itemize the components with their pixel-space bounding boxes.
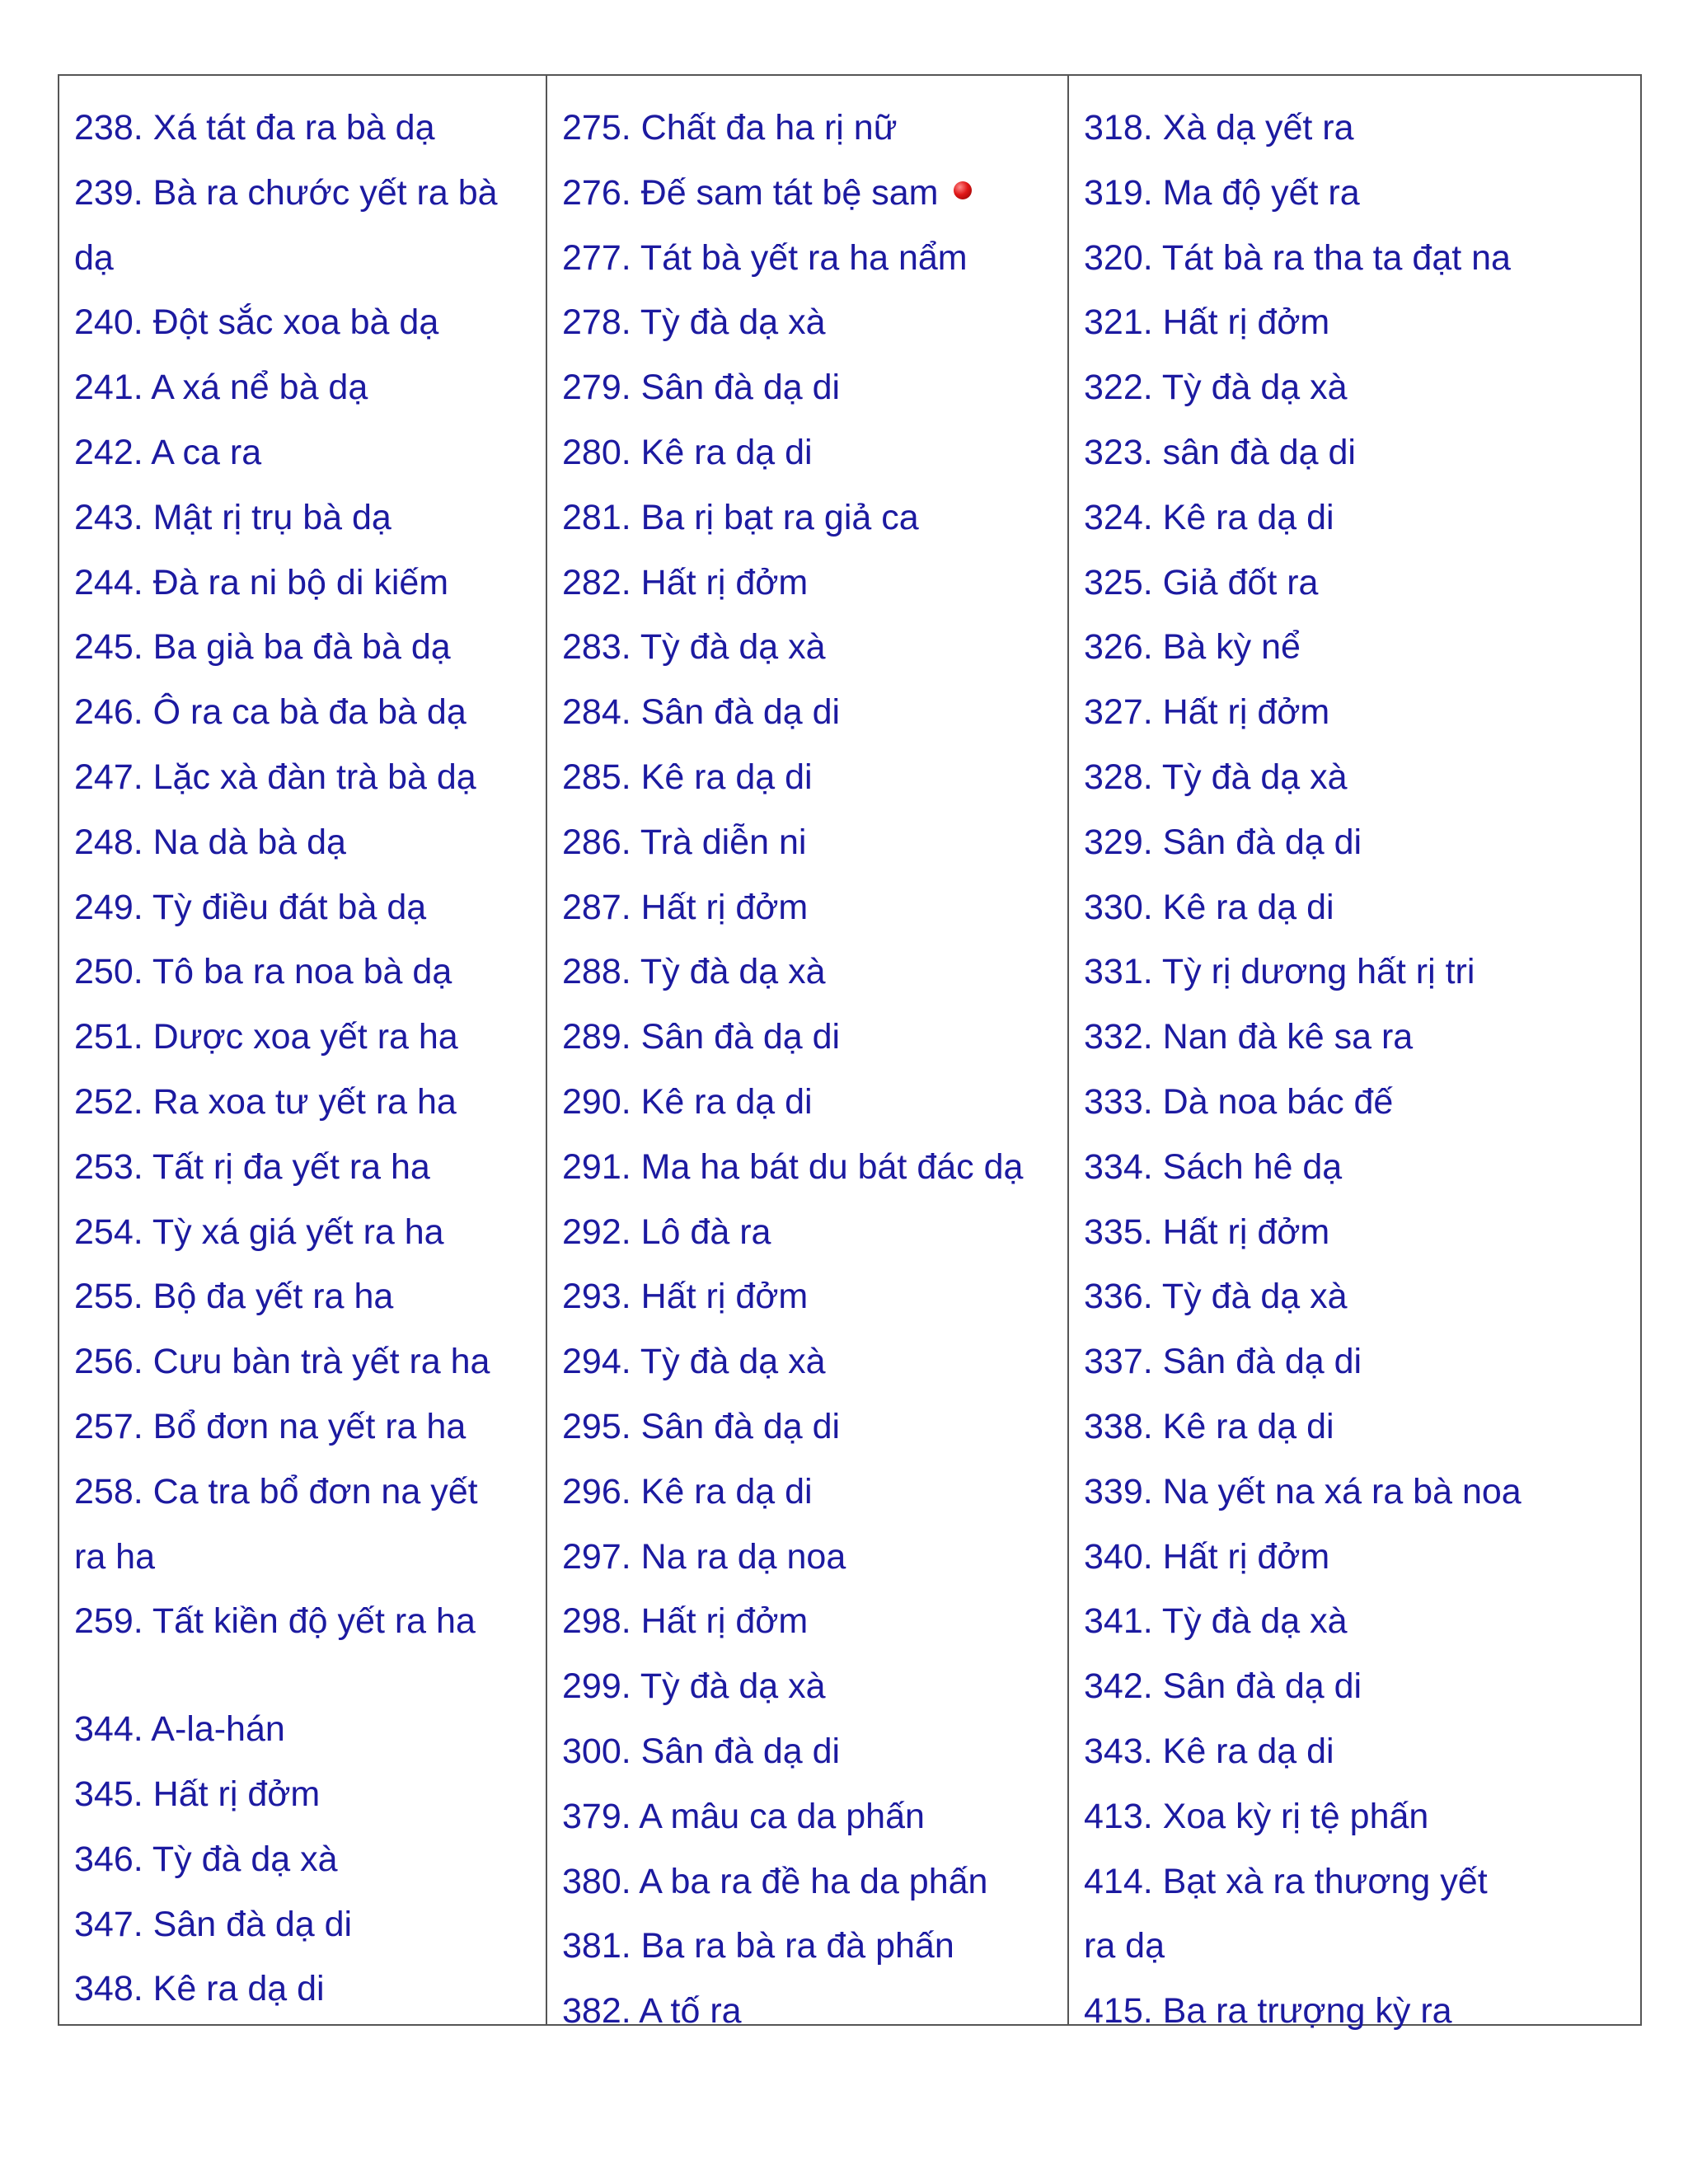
verse-line (1084, 1979, 1635, 2044)
verse-line-text: 259. Tất kiền độ yết ra ha (74, 1601, 476, 1642)
verse-line-text: 342. Sân đà dạ di (1084, 1666, 1362, 1707)
verse-line (562, 1200, 1061, 1265)
verse-line (1084, 1719, 1635, 1784)
verse-line-text: 289. Sân đà dạ di (562, 1017, 841, 1057)
verse-line (1084, 1264, 1635, 1329)
verse-line-text: 297. Na ra dạ noa (562, 1536, 846, 1577)
verse-line (562, 1005, 1061, 1070)
verse-line (74, 810, 539, 875)
verse-line-text: 278. Tỳ đà dạ xà (562, 302, 826, 343)
verse-line (562, 1329, 1061, 1394)
verse-line-text: 346. Tỳ đà dạ xà (74, 1839, 338, 1879)
verse-line-text: 381. Ba ra bà ra đà phấn (562, 1926, 954, 1966)
verse-line-text: 300. Sân đà dạ di (562, 1731, 841, 1771)
verse-line (562, 1460, 1061, 1525)
verse-line-text: 415. Ba ra trượng kỳ ra (1084, 1991, 1452, 2032)
verse-line (74, 1135, 539, 1200)
verse-line-text: 344. A-la-hán (74, 1709, 285, 1750)
verse-line-text: 280. Kê ra dạ di (562, 432, 813, 472)
verse-line-text: 295. Sân đà dạ di (562, 1406, 841, 1446)
verse-line (1084, 940, 1635, 1005)
verse-line-text: 327. Hất rị đởm (1084, 692, 1330, 733)
verse-line-text: 323. sân đà dạ di (1084, 432, 1356, 472)
verse-line (74, 226, 539, 291)
column-1-bottom-lines (59, 1697, 546, 2022)
verse-line (74, 615, 539, 680)
verse-line (1084, 290, 1635, 355)
verse-line (1084, 485, 1635, 551)
verse-line-text: 343. Kê ra dạ di (1084, 1731, 1334, 1771)
verse-line-text: 277. Tát bà yết ra ha nẩm (562, 237, 968, 278)
verse-line (74, 96, 539, 161)
verse-line (1084, 1135, 1635, 1200)
verse-line-text: 292. Lô đà ra (562, 1212, 771, 1252)
verse-line (74, 485, 539, 551)
verse-line (74, 1264, 539, 1329)
verse-line (1084, 810, 1635, 875)
verse-line (1084, 1200, 1635, 1265)
verse-line (74, 1460, 539, 1525)
verse-line-text: 241. A xá nể bà dạ (74, 368, 368, 408)
verse-line-text: 290. Kê ra dạ di (562, 1081, 813, 1122)
verse-line-text: 328. Tỳ đà dạ xà (1084, 757, 1348, 797)
verse-line (1084, 745, 1635, 810)
verse-line-text: 348. Kê ra dạ di (74, 1969, 325, 2009)
verse-line (562, 1264, 1061, 1329)
verse-line (1084, 226, 1635, 291)
verse-line-text: 339. Na yết na xá ra bà noa (1084, 1471, 1522, 1511)
column-3 (1069, 76, 1642, 2032)
verse-line-text: 382. A tố ra (562, 1991, 742, 2032)
verse-line (74, 745, 539, 810)
verse-line (562, 1849, 1061, 1915)
verse-line (74, 355, 539, 420)
column-1-gap (59, 1654, 546, 1697)
verse-line (74, 1525, 539, 1590)
verse-line (74, 1827, 546, 1892)
verse-line-text: 251. Dược xoa yết ra ha (74, 1017, 458, 1057)
verse-line (74, 1762, 546, 1827)
column-1-top-lines (59, 76, 546, 1654)
verse-line (74, 1957, 546, 2022)
verse-line (1084, 1784, 1635, 1849)
column-1 (59, 76, 547, 2024)
verse-line (562, 1914, 1061, 1979)
verse-line-text: 326. Bà kỳ nể (1084, 627, 1301, 668)
verse-line-text: 337. Sân đà dạ di (1084, 1342, 1362, 1382)
verse-line (1084, 1005, 1635, 1070)
verse-line-text: 242. A ca ra (74, 432, 262, 472)
column-2-lines (547, 76, 1067, 2044)
verse-line-text: 244. Đà ra ni bộ di kiếm (74, 562, 449, 602)
verse-line (562, 161, 1061, 226)
verse-line (74, 161, 539, 226)
verse-line-text: 413. Xoa kỳ rị tệ phấn (1084, 1796, 1429, 1836)
verse-line-text: 284. Sân đà dạ di (562, 692, 841, 733)
mantra-table (58, 74, 1642, 2032)
verse-line (74, 1329, 539, 1394)
verse-line-text: 322. Tỳ đà dạ xà (1084, 368, 1348, 408)
verse-line (562, 940, 1061, 1005)
verse-line (74, 875, 539, 940)
verse-line-text: 334. Sách hê dạ (1084, 1146, 1343, 1187)
verse-line (562, 1784, 1061, 1849)
verse-line-text: 379. A mâu ca da phấn (562, 1796, 925, 1836)
verse-line (1084, 551, 1635, 616)
verse-line (74, 1589, 539, 1654)
verse-line-text: 329. Sân đà dạ di (1084, 822, 1362, 862)
verse-line-text: 276. Đế sam tát bệ sam (562, 172, 939, 213)
verse-line (74, 1070, 539, 1135)
verse-line-text: 332. Nan đà kê sa ra (1084, 1017, 1414, 1057)
verse-line (1084, 1394, 1635, 1460)
verse-line (1084, 1329, 1635, 1394)
verse-line-text: 238. Xá tát đa ra bà dạ (74, 108, 435, 148)
verse-line-text: 282. Hất rị đởm (562, 562, 809, 602)
verse-line (74, 940, 539, 1005)
verse-line-text: 330. Kê ra dạ di (1084, 887, 1334, 927)
verse-line (562, 615, 1061, 680)
verse-line-text: 294. Tỳ đà dạ xà (562, 1342, 826, 1382)
verse-line-text: 254. Tỳ xá giá yết ra ha (74, 1212, 444, 1252)
verse-line-text: 275. Chất đa ha rị nữ (562, 108, 898, 148)
verse-line-text: 319. Ma độ yết ra (1084, 172, 1360, 213)
verse-line-text: 298. Hất rị đởm (562, 1601, 809, 1642)
verse-line-text: 253. Tất rị đa yết ra ha (74, 1146, 430, 1187)
verse-line (1084, 355, 1635, 420)
verse-line (74, 1697, 546, 1762)
verse-line (74, 680, 539, 745)
verse-line (1084, 680, 1635, 745)
verse-line-text: 333. Dà noa bác đế (1084, 1081, 1394, 1122)
verse-line (562, 1979, 1061, 2044)
verse-line-text: 288. Tỳ đà dạ xà (562, 952, 826, 992)
verse-line-text: 247. Lặc xà đàn trà bà dạ (74, 757, 476, 797)
verse-line-text: 258. Ca tra bổ đơn na yết (74, 1471, 478, 1511)
verse-line (562, 680, 1061, 745)
verse-line-text: ra ha (74, 1536, 156, 1577)
verse-line (74, 1892, 546, 1957)
verse-line-text: ra dạ (1084, 1926, 1165, 1966)
verse-line (562, 226, 1061, 291)
verse-line-text: 291. Ma ha bát du bát đác dạ (562, 1146, 1024, 1187)
verse-line-text: 256. Cưu bàn trà yết ra ha (74, 1342, 490, 1382)
verse-line-text: 347. Sân đà dạ di (74, 1904, 353, 1944)
verse-line (562, 875, 1061, 940)
verse-line-text: 255. Bộ đa yết ra ha (74, 1277, 394, 1317)
verse-line-text: 299. Tỳ đà dạ xà (562, 1666, 826, 1707)
verse-line-text: 380. A ba ra đề ha da phấn (562, 1861, 988, 1901)
verse-line (562, 1394, 1061, 1460)
verse-line-text: 321. Hất rị đởm (1084, 302, 1330, 343)
verse-line-text: 252. Ra xoa tư yết ra ha (74, 1081, 457, 1122)
verse-line-text: 341. Tỳ đà dạ xà (1084, 1601, 1348, 1642)
verse-line (562, 551, 1061, 616)
verse-line (562, 1070, 1061, 1135)
verse-line-text: 246. Ô ra ca bà đa bà dạ (74, 692, 467, 733)
verse-line (562, 745, 1061, 810)
verse-line (562, 485, 1061, 551)
verse-line-text: 257. Bổ đơn na yết ra ha (74, 1406, 467, 1446)
verse-line-text: 250. Tô ba ra noa bà dạ (74, 952, 452, 992)
verse-line-text: 336. Tỳ đà dạ xà (1084, 1277, 1348, 1317)
verse-line-text: 331. Tỳ rị dương hất rị tri (1084, 952, 1475, 992)
verse-line (74, 290, 539, 355)
verse-line (1084, 615, 1635, 680)
verse-line (562, 810, 1061, 875)
verse-line-text: 320. Tát bà ra tha ta đạt na (1084, 237, 1511, 278)
verse-line-text: 335. Hất rị đởm (1084, 1212, 1330, 1252)
verse-line (1084, 1525, 1635, 1590)
verse-line-text: 345. Hất rị đởm (74, 1774, 321, 1814)
verse-line (562, 1589, 1061, 1654)
verse-line (562, 1525, 1061, 1590)
verse-line (1084, 1914, 1635, 1979)
verse-line (1084, 96, 1635, 161)
verse-line-text: 239. Bà ra chước yết ra bà (74, 172, 498, 213)
verse-line-text: 279. Sân đà dạ di (562, 368, 841, 408)
verse-line-text: 338. Kê ra dạ di (1084, 1406, 1334, 1446)
verse-line (562, 1135, 1061, 1200)
verse-line-text: 325. Giả đốt ra (1084, 562, 1319, 602)
verse-line (1084, 1849, 1635, 1915)
verse-line (1084, 1589, 1635, 1654)
verse-line (562, 1719, 1061, 1784)
verse-line (1084, 1654, 1635, 1719)
verse-line (562, 290, 1061, 355)
verse-line (74, 1005, 539, 1070)
verse-line-text: 293. Hất rị đởm (562, 1277, 809, 1317)
verse-line-text: 249. Tỳ điều đát bà dạ (74, 887, 427, 927)
verse-line-text: 240. Đột sắc xoa bà dạ (74, 302, 439, 343)
column-2 (547, 76, 1069, 2032)
verse-line (562, 96, 1061, 161)
verse-line-text: 248. Na dà bà dạ (74, 822, 346, 862)
verse-line-text: 340. Hất rị đởm (1084, 1536, 1330, 1577)
verse-line (1084, 1460, 1635, 1525)
column-3-lines (1069, 76, 1642, 2044)
verse-line-text: 285. Kê ra dạ di (562, 757, 813, 797)
red-dot-icon (954, 181, 972, 199)
verse-line (1084, 420, 1635, 485)
verse-line (1084, 161, 1635, 226)
verse-line-text: 318. Xà dạ yết ra (1084, 108, 1354, 148)
verse-line-text: 245. Ba già ba đà bà dạ (74, 627, 451, 668)
verse-line-text: 286. Trà diễn ni (562, 822, 807, 862)
verse-line-text: 281. Ba rị bạt ra giả ca (562, 497, 919, 537)
verse-line (74, 1394, 539, 1460)
verse-line (562, 1654, 1061, 1719)
verse-line (1084, 875, 1635, 940)
verse-line (74, 1200, 539, 1265)
verse-line-text: 324. Kê ra dạ di (1084, 497, 1334, 537)
verse-line-text: 243. Mật rị trụ bà dạ (74, 497, 392, 537)
verse-line (74, 420, 539, 485)
verse-line-text: dạ (74, 237, 114, 278)
verse-line (562, 355, 1061, 420)
verse-line-text: 296. Kê ra dạ di (562, 1471, 813, 1511)
verse-line-text: 414. Bạt xà ra thương yết (1084, 1861, 1488, 1901)
verse-line (562, 420, 1061, 485)
verse-line-text: 283. Tỳ đà dạ xà (562, 627, 826, 668)
verse-line (74, 551, 539, 616)
verse-line-text: 287. Hất rị đởm (562, 887, 809, 927)
verse-line (1084, 1070, 1635, 1135)
